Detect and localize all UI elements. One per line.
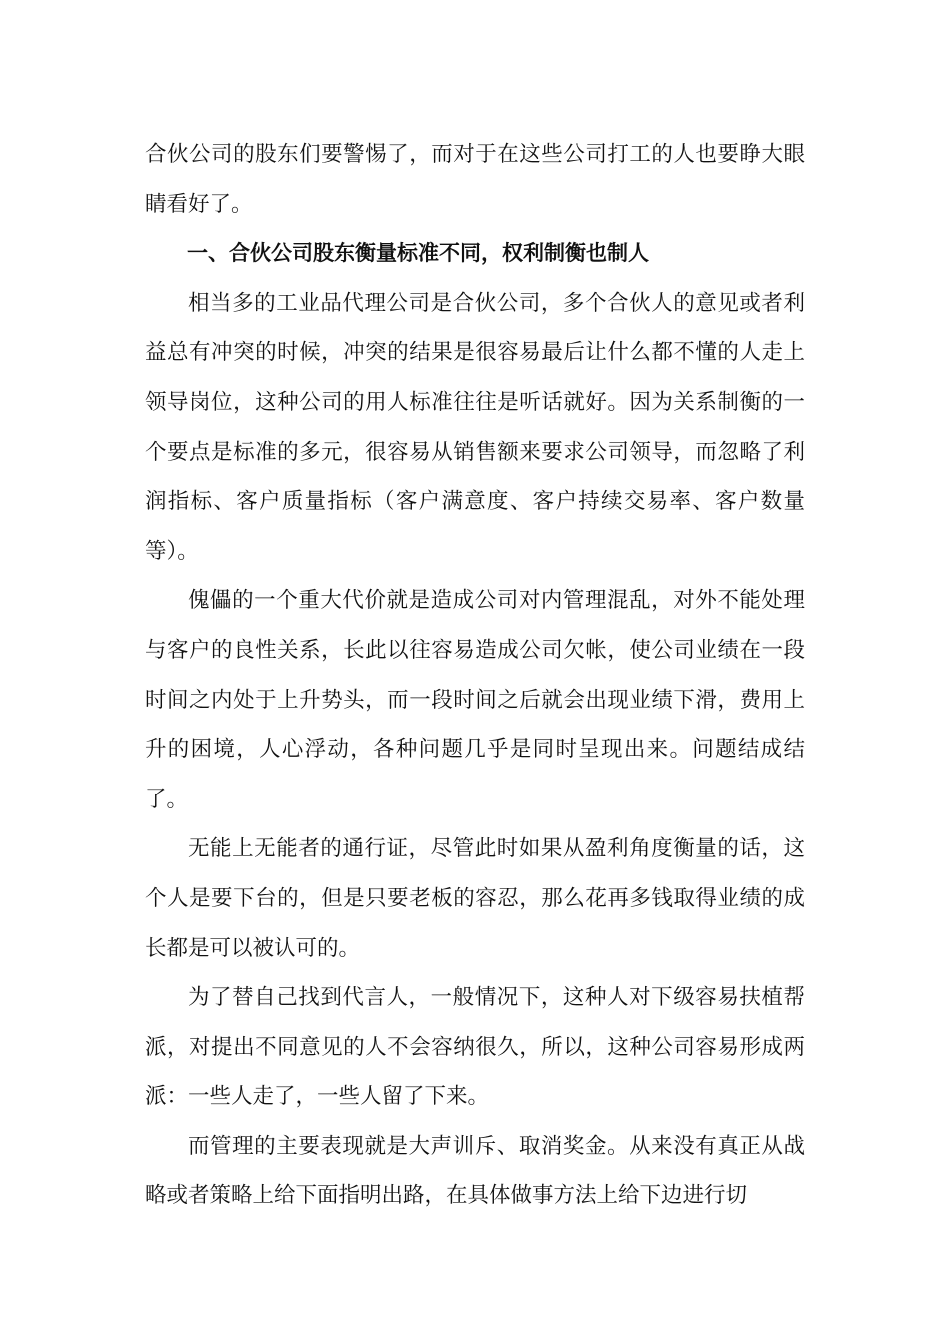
paragraph: 而管理的主要表现就是大声训斥、取消奖金。从来没有真正从战略或者策略上给下面指明出路，在具体做事方法上给下边进行切 xyxy=(145,1133,805,1209)
paragraph: 为了替自己找到代言人，一般情况下，这种人对下级容易扶植帮派，对提出不同意见的人不会容纳很久，所以，这种公司容易形成两派：一些人走了，一些人留了下来。 xyxy=(145,985,805,1110)
paragraph-continuation: 合伙公司的股东们要警惕了，而对于在这些公司打工的人也要睁大眼睛看好了。 xyxy=(145,142,805,217)
document-body xyxy=(145,130,805,1221)
paragraph: 傀儡的一个重大代价就是造成公司对内管理混乱，对外不能处理与客户的良性关系，长此以往容易造成公司欠帐，使公司业绩在一段时间之内处于上升势头，而一段时间之后就会出现业绩下滑，费用上升的困境，人心浮动，各种问题几乎是同时呈现出来。问题结成结了。 xyxy=(145,588,805,812)
section-heading: 一、合伙公司股东衡量标准不同，权利制衡也制人 xyxy=(187,241,649,266)
paragraph: 无能上无能者的通行证，尽管此时如果从盈利角度衡量的话，这个人是要下台的，但是只要老板的容忍，那么花再多钱取得业绩的成长都是可以被认可的。 xyxy=(145,836,805,961)
paragraph: 相当多的工业品代理公司是合伙公司，多个合伙人的意见或者利益总有冲突的时候，冲突的结果是很容易最后让什么都不懂的人走上领导岗位，这种公司的用人标准往往是听话就好。因为关系制衡的一个要点是标准的多元，很容易从销售额来要求公司领导，而忽略了利润指标、客户质量指标（客户满意度、客户持续交易率、客户数量等）。 xyxy=(145,290,805,564)
